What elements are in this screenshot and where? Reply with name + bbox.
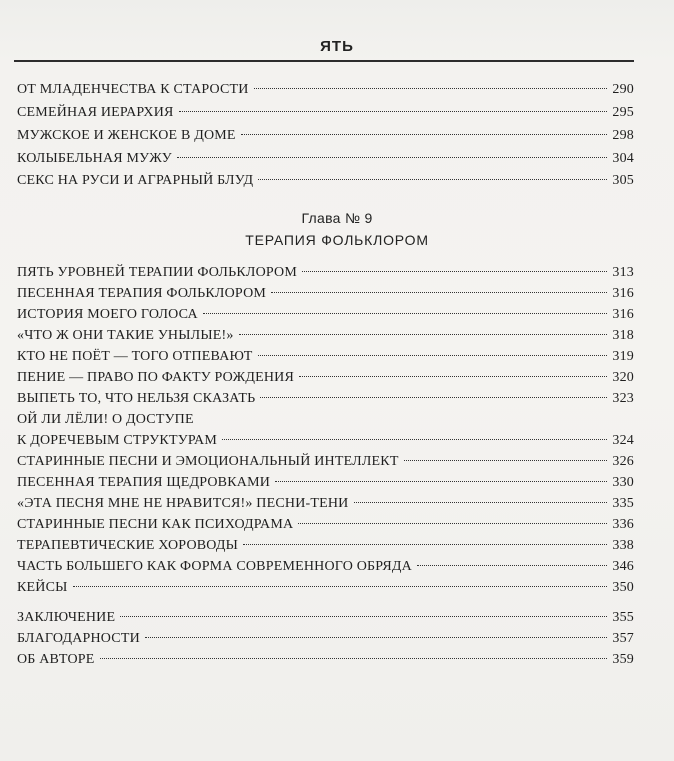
toc-entry-page: 316 <box>612 286 634 301</box>
toc-entry-page: 336 <box>612 517 634 532</box>
dot-leader <box>258 179 607 180</box>
toc-entry-page: 290 <box>612 82 634 97</box>
toc-entry-label: ОТ МЛАДЕНЧЕСТВА К СТАРОСТИ <box>17 82 249 97</box>
toc-entry-page: 357 <box>612 631 634 646</box>
toc-entry <box>17 431 634 451</box>
toc-entry-label: ИСТОРИЯ МОЕГО ГОЛОСА <box>17 307 198 322</box>
dot-leader <box>179 111 608 112</box>
toc-entry-label: ОЙ ЛИ ЛЁЛИ! О ДОСТУПЕ <box>17 412 194 427</box>
toc-entry-label: ПЯТЬ УРОВНЕЙ ТЕРАПИИ ФОЛЬКЛОРОМ <box>17 265 298 280</box>
dot-leader <box>203 313 608 314</box>
dot-leader <box>254 88 608 89</box>
toc-entry-page: 305 <box>612 173 634 188</box>
toc-entry <box>17 494 634 514</box>
header-divider <box>14 60 634 62</box>
toc-entry-page: 350 <box>612 580 634 595</box>
dot-leader <box>120 616 607 617</box>
running-header-title: ЯТЬ <box>320 38 354 55</box>
dot-leader <box>243 544 607 545</box>
dot-leader <box>258 355 608 356</box>
toc-entry-label: КТО НЕ ПОЁТ — ТОГО ОТПЕВАЮТ <box>17 349 253 364</box>
toc-entry <box>17 452 634 472</box>
toc-entry-page: 319 <box>612 349 634 364</box>
toc-entry-label: ПЕСЕННАЯ ТЕРАПИЯ ЩЕДРОВКАМИ <box>17 475 271 490</box>
toc-entry <box>17 284 634 304</box>
toc-entry <box>17 326 634 346</box>
toc-entry <box>17 629 634 649</box>
dot-leader <box>260 397 607 398</box>
toc-entry-page: 304 <box>612 151 634 166</box>
toc-entry <box>17 368 634 388</box>
toc-entry-page: 338 <box>612 538 634 553</box>
dot-leader <box>241 134 608 135</box>
dot-leader <box>302 271 607 272</box>
toc-entry-page: 298 <box>612 128 634 143</box>
chapter-title: ТЕРАПИЯ ФОЛЬКЛОРОМ <box>245 232 429 248</box>
toc-entry <box>17 536 634 556</box>
toc-entry-label: ОБ АВТОРЕ <box>17 652 95 667</box>
toc-entry-label: ПЕСЕННАЯ ТЕРАПИЯ ФОЛЬКЛОРОМ <box>17 286 267 301</box>
toc-entry <box>17 515 634 535</box>
toc-entry <box>17 171 634 191</box>
toc-entry <box>17 650 634 670</box>
toc-entry <box>17 347 634 367</box>
dot-leader <box>73 586 608 587</box>
toc-entry-label: К ДОРЕЧЕВЫМ СТРУКТУРАМ <box>17 433 217 448</box>
toc-entry-continued <box>17 410 634 430</box>
dot-leader <box>275 481 607 482</box>
toc-entry-page: 324 <box>612 433 634 448</box>
chapter-number: Глава № 9 <box>301 210 373 226</box>
dot-leader <box>145 637 607 638</box>
toc-entry <box>17 305 634 325</box>
toc-entry <box>17 103 634 123</box>
toc-entry <box>17 578 634 598</box>
toc-entry-label: БЛАГОДАРНОСТИ <box>17 631 140 646</box>
toc-entry <box>17 557 634 577</box>
toc-entry <box>17 263 634 283</box>
toc-entry-page: 355 <box>612 610 634 625</box>
toc-entry-page: 320 <box>612 370 634 385</box>
dot-leader <box>222 439 607 440</box>
toc-entry-page: 323 <box>612 391 634 406</box>
toc-entry-label: МУЖСКОЕ И ЖЕНСКОЕ В ДОМЕ <box>17 128 236 143</box>
toc-entry-label: ПЕНИЕ — ПРАВО ПО ФАКТУ РОЖДЕНИЯ <box>17 370 295 385</box>
toc-entry-label: ЗАКЛЮЧЕНИЕ <box>17 610 116 625</box>
dot-leader <box>239 334 608 335</box>
toc-entry-label: СТАРИННЫЕ ПЕСНИ И ЭМОЦИОНАЛЬНЫЙ ИНТЕЛЛЕКТ <box>17 454 399 469</box>
toc-entry-page: 330 <box>612 475 634 490</box>
toc-entry-label: СЕКС НА РУСИ И АГРАРНЫЙ БЛУД <box>17 173 254 188</box>
toc-entry <box>17 80 634 100</box>
toc-entry-page: 313 <box>612 265 634 280</box>
toc-entry-label: КОЛЫБЕЛЬНАЯ МУЖУ <box>17 151 172 166</box>
toc-entry-label: ВЫПЕТЬ ТО, ЧТО НЕЛЬЗЯ СКАЗАТЬ <box>17 391 256 406</box>
dot-leader <box>299 376 607 377</box>
dot-leader <box>354 502 608 503</box>
toc-entry-label: «ЭТА ПЕСНЯ МНЕ НЕ НРАВИТСЯ!» ПЕСНИ-ТЕНИ <box>17 496 349 511</box>
toc-entry-label: ЧАСТЬ БОЛЬШЕГО КАК ФОРМА СОВРЕМЕННОГО ОБРЯДА <box>17 559 412 574</box>
dot-leader <box>404 460 608 461</box>
toc-entry-page: 316 <box>612 307 634 322</box>
toc-entry-page: 346 <box>612 559 634 574</box>
dot-leader <box>100 658 608 659</box>
toc-entry-page: 359 <box>612 652 634 667</box>
toc-entry-page: 318 <box>612 328 634 343</box>
dot-leader <box>298 523 607 524</box>
toc-entry <box>17 473 634 493</box>
toc-entry <box>17 126 634 146</box>
toc-entry-label: СТАРИННЫЕ ПЕСНИ КАК ПСИХОДРАМА <box>17 517 294 532</box>
toc-entry-label: ТЕРАПЕВТИЧЕСКИЕ ХОРОВОДЫ <box>17 538 239 553</box>
toc-entry-page: 335 <box>612 496 634 511</box>
dot-leader <box>271 292 607 293</box>
toc-entry <box>17 608 634 628</box>
toc-entry-label: СЕМЕЙНАЯ ИЕРАРХИЯ <box>17 105 174 120</box>
dot-leader <box>417 565 607 566</box>
toc-entry-label: «ЧТО Ж ОНИ ТАКИЕ УНЫЛЫЕ!» <box>17 328 234 343</box>
toc-entry <box>17 149 634 169</box>
toc-entry-page: 295 <box>612 105 634 120</box>
toc-entry-label: КЕЙСЫ <box>17 580 68 595</box>
dot-leader <box>177 157 607 158</box>
toc-entry <box>17 389 634 409</box>
toc-entry-page: 326 <box>612 454 634 469</box>
